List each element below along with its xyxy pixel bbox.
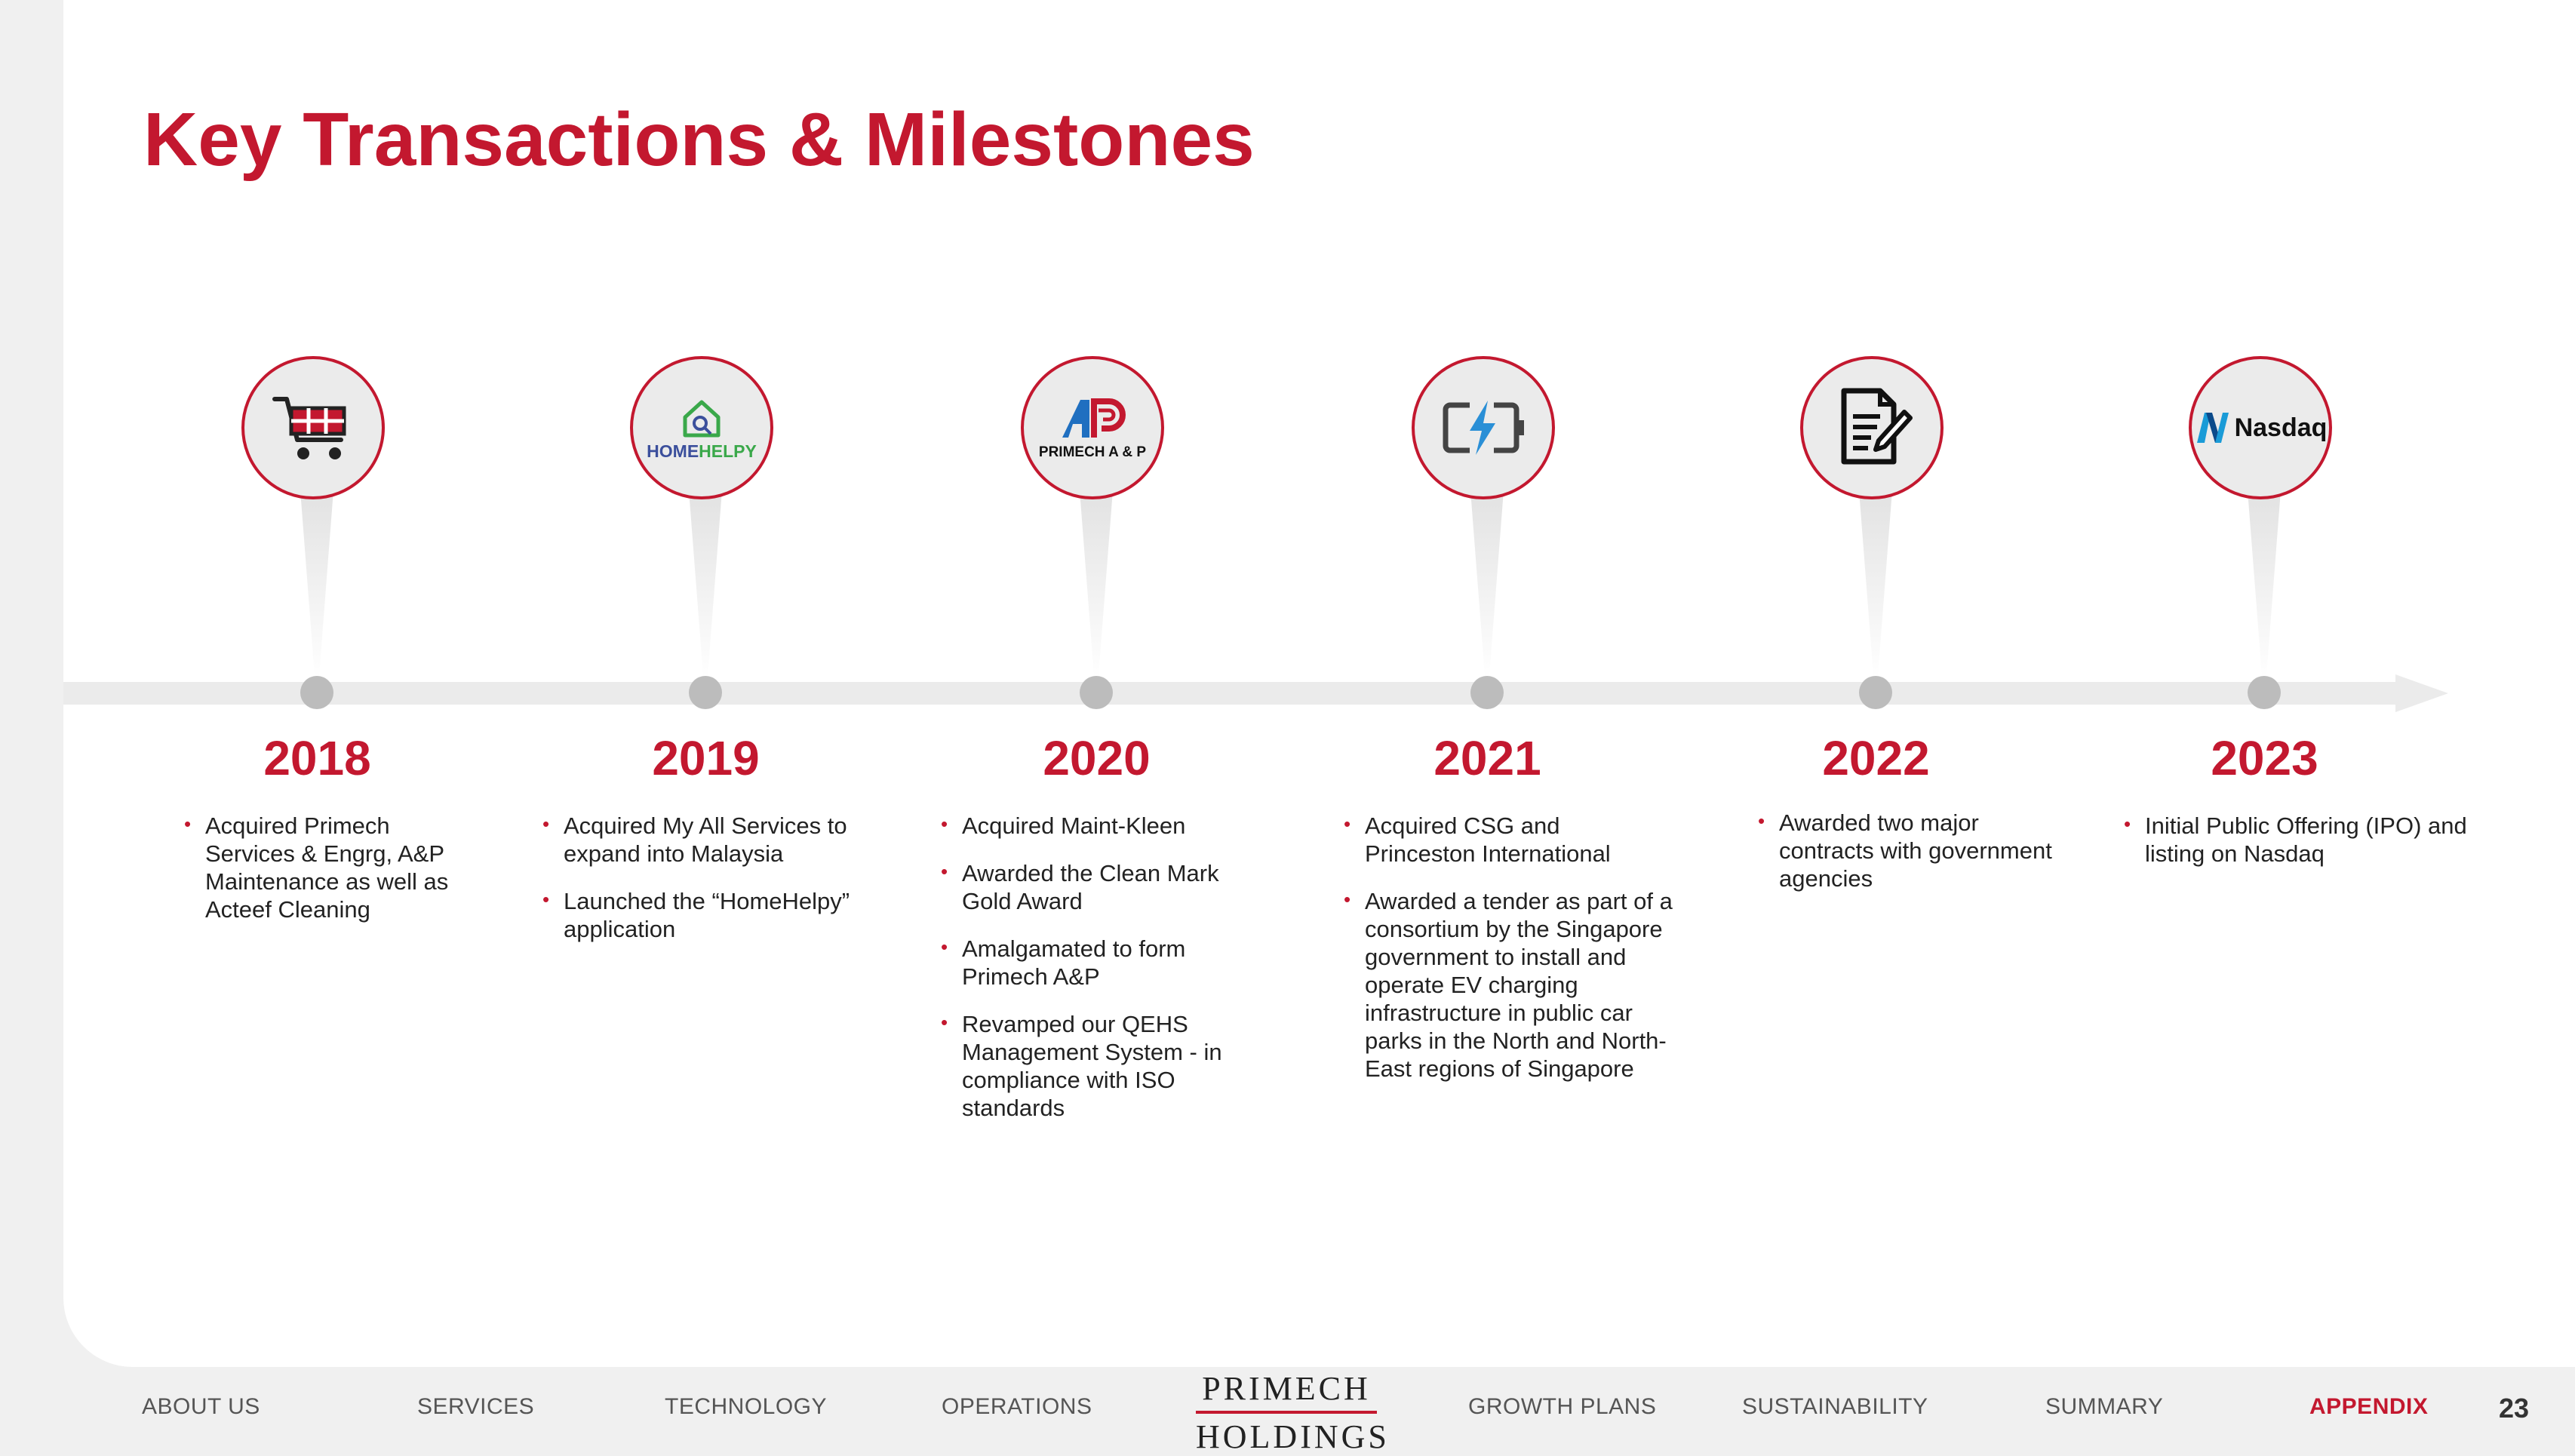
milestone-bullet: • Acquired Maint-Kleen [941, 812, 1273, 840]
logo-divider [1196, 1411, 1377, 1414]
milestone-bullet: • Acquired Primech Services & Engrg, A&P Maintenance as well as Acteef Cleaning [184, 812, 456, 923]
timeline-dot [1470, 676, 1504, 709]
milestone-2018 [139, 0, 516, 1132]
milestone-bullets [184, 812, 456, 943]
logo-text-home: HOME [647, 441, 699, 461]
milestone-bullet: • Initial Public Offering (IPO) and listing on Nasdaq [2124, 812, 2501, 868]
primech-ap-logo [1039, 395, 1146, 461]
nav-services[interactable]: SERVICES [417, 1394, 535, 1419]
milestone-bullet: • Awarded the Clean Mark Gold Award [941, 859, 1273, 915]
milestone-year: 2020 [1043, 731, 1151, 785]
milestone-icon-circle [630, 356, 773, 499]
milestone-bullets [2124, 812, 2501, 887]
shopping-cart-icon [272, 390, 355, 465]
logo-line-2: HOLDINGS [1196, 1418, 1390, 1455]
milestone-icon-circle [2189, 356, 2332, 499]
nav-growth-plans[interactable]: GROWTH PLANS [1468, 1394, 1657, 1419]
milestone-pin [1080, 490, 1113, 679]
milestone-year: 2021 [1433, 731, 1541, 785]
nav-technology[interactable]: TECHNOLOGY [665, 1394, 828, 1419]
logo-text: Nasdaq [2234, 413, 2328, 442]
primech-holdings-logo [1196, 1370, 1390, 1456]
logo-text-helpy: HELPY [699, 441, 757, 461]
logo-text: PRIMECH A & P [1038, 444, 1147, 460]
nasdaq-logo [2194, 410, 2328, 446]
milestone-2019 [527, 0, 905, 1132]
homehelpy-logo [647, 396, 757, 460]
milestone-bullets [1344, 812, 1676, 1102]
ap-mark-icon [1056, 395, 1129, 441]
milestone-2022 [1698, 0, 2075, 1132]
milestone-icon-circle [1412, 356, 1555, 499]
milestone-bullets [542, 812, 859, 963]
page-number: 23 [2499, 1393, 2530, 1424]
milestone-bullet: • Awarded a tender as part of a consortium by the Singapore government to install and operate EV charging infrastructure in public car parks in the North and North-East regions of Singapore [1344, 887, 1676, 1083]
timeline-dot [1859, 676, 1892, 709]
nav-summary[interactable]: SUMMARY [2045, 1394, 2164, 1419]
page-title: Key Transactions & Milestones [143, 97, 1255, 182]
milestone-bullet: • Awarded two major contracts with government agencies [1758, 809, 2075, 892]
battery-charging-icon [1438, 398, 1529, 458]
milestone-icon-circle [241, 356, 385, 499]
milestone-pin [1859, 490, 1892, 679]
milestone-2021 [1309, 0, 1686, 1132]
nav-appendix[interactable]: APPENDIX [2309, 1394, 2429, 1419]
milestone-bullet: • Amalgamated to form Primech A&P [941, 935, 1273, 991]
nav-about-us[interactable]: ABOUT US [142, 1394, 260, 1419]
milestone-year: 2018 [263, 731, 371, 785]
milestone-year: 2019 [652, 731, 760, 785]
milestone-pin [689, 490, 722, 679]
nasdaq-mark-icon [2194, 410, 2233, 446]
milestone-bullet: • Launched the “HomeHelpy” application [542, 887, 859, 943]
milestone-pin [300, 490, 333, 679]
timeline-dot [689, 676, 722, 709]
nav-operations[interactable]: OPERATIONS [942, 1394, 1092, 1419]
milestone-bullet: • Acquired CSG and Princeston International [1344, 812, 1676, 868]
timeline-dot [1080, 676, 1113, 709]
milestone-year: 2023 [2211, 731, 2318, 785]
logo-line-1: PRIMECH [1202, 1370, 1371, 1407]
milestone-icon-circle [1021, 356, 1164, 499]
timeline-dot [2248, 676, 2281, 709]
milestone-bullets [1758, 809, 2075, 912]
milestone-icon-circle [1800, 356, 1944, 499]
milestone-pin [2248, 490, 2281, 679]
milestone-year: 2022 [1822, 731, 1930, 785]
nav-sustainability[interactable]: SUSTAINABILITY [1742, 1394, 1928, 1419]
milestone-bullet: • Acquired My All Services to expand into Malaysia [542, 812, 859, 868]
milestone-2020 [918, 0, 1295, 1132]
timeline-dot [300, 676, 333, 709]
milestone-bullets [941, 812, 1273, 1141]
milestone-2023 [2086, 0, 2467, 1132]
milestone-pin [1470, 490, 1504, 679]
milestone-bullet: • Revamped our QEHS Management System - in compliance with ISO standards [941, 1010, 1273, 1122]
contract-signing-icon [1830, 386, 1913, 469]
house-icon [679, 396, 724, 438]
